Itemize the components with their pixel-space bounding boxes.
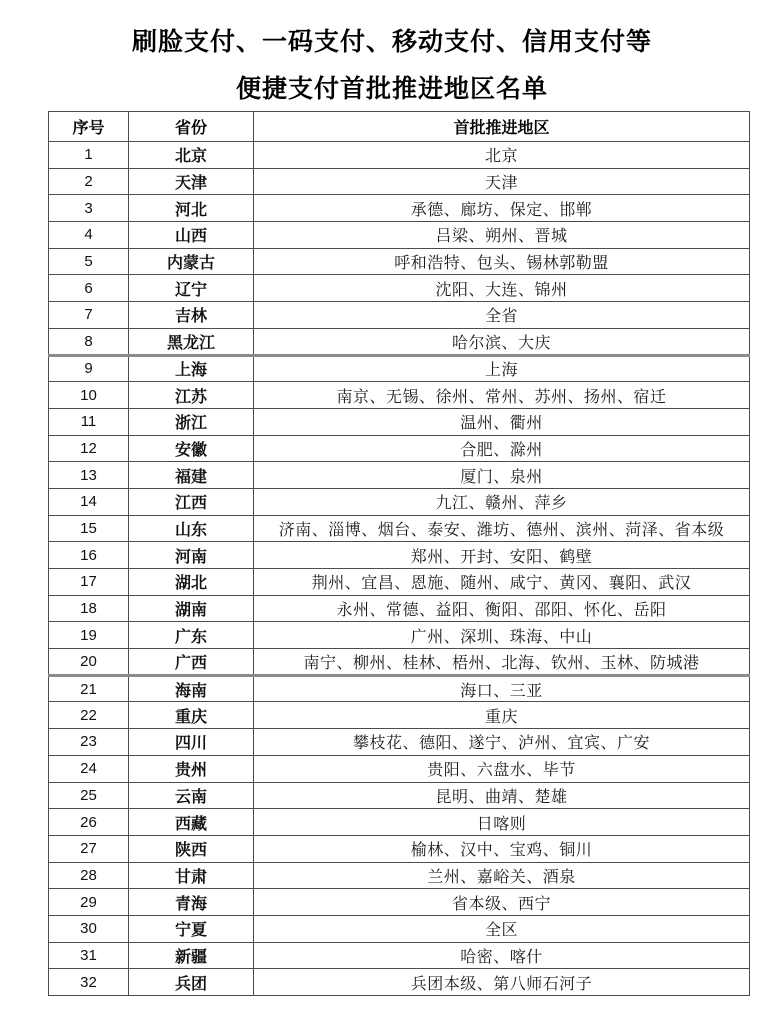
cell-no: 32 [49, 969, 129, 996]
cell-province: 山西 [129, 222, 254, 249]
cell-province: 福建 [129, 462, 254, 489]
cell-province: 湖南 [129, 595, 254, 622]
cell-no: 24 [49, 755, 129, 782]
cell-no: 31 [49, 942, 129, 969]
table-row [49, 622, 750, 649]
table-row [49, 488, 750, 515]
cell-province: 贵州 [129, 755, 254, 782]
cell-province: 兵团 [129, 969, 254, 996]
header-first-batch-regions: 首批推进地区 [254, 112, 750, 142]
table-row [49, 275, 750, 302]
cell-province: 陕西 [129, 835, 254, 862]
cell-province: 上海 [129, 355, 254, 382]
table-row [49, 408, 750, 435]
table-row [49, 889, 750, 916]
cell-province: 天津 [129, 168, 254, 195]
cell-no: 9 [49, 355, 129, 382]
cell-province: 湖北 [129, 569, 254, 596]
cell-no: 13 [49, 462, 129, 489]
table-row [49, 702, 750, 729]
table-row [49, 222, 750, 249]
cell-no: 11 [49, 408, 129, 435]
cell-no: 16 [49, 542, 129, 569]
cell-regions: 九江、赣州、萍乡 [254, 488, 750, 515]
cell-regions: 永州、常德、益阳、衡阳、邵阳、怀化、岳阳 [254, 595, 750, 622]
cell-regions: 南宁、柳州、桂林、梧州、北海、钦州、玉林、防城港 [254, 649, 750, 676]
cell-regions: 日喀则 [254, 809, 750, 836]
cell-regions: 上海 [254, 355, 750, 382]
regions-table [48, 111, 750, 996]
cell-regions: 哈尔滨、大庆 [254, 328, 750, 355]
cell-province: 黑龙江 [129, 328, 254, 355]
cell-regions: 重庆 [254, 702, 750, 729]
table-row [49, 435, 750, 462]
table-row [49, 542, 750, 569]
cell-regions: 贵阳、六盘水、毕节 [254, 755, 750, 782]
cell-province: 浙江 [129, 408, 254, 435]
cell-province: 广西 [129, 649, 254, 676]
table-row [49, 462, 750, 489]
cell-province: 江苏 [129, 382, 254, 409]
cell-province: 内蒙古 [129, 248, 254, 275]
cell-province: 吉林 [129, 302, 254, 329]
table-row [49, 355, 750, 382]
cell-regions: 厦门、泉州 [254, 462, 750, 489]
cell-regions: 郑州、开封、安阳、鹤壁 [254, 542, 750, 569]
cell-regions: 呼和浩特、包头、锡林郭勒盟 [254, 248, 750, 275]
cell-regions: 温州、衢州 [254, 408, 750, 435]
cell-no: 14 [49, 488, 129, 515]
cell-regions: 兵团本级、第八师石河子 [254, 969, 750, 996]
table-row [49, 168, 750, 195]
table-header-row [49, 112, 750, 142]
header-serial-number: 序号 [49, 112, 129, 142]
cell-no: 1 [49, 142, 129, 169]
table-row [49, 915, 750, 942]
cell-province: 安徽 [129, 435, 254, 462]
cell-regions: 全区 [254, 915, 750, 942]
document-title-line2: 便捷支付首批推进地区名单 [235, 75, 548, 103]
table-row [49, 835, 750, 862]
cell-regions: 榆林、汉中、宝鸡、铜川 [254, 835, 750, 862]
table-row [49, 595, 750, 622]
header-province: 省份 [129, 112, 254, 142]
table-row [49, 382, 750, 409]
cell-regions: 昆明、曲靖、楚雄 [254, 782, 750, 809]
cell-no: 29 [49, 889, 129, 916]
table-row [49, 782, 750, 809]
table-row [49, 969, 750, 996]
cell-no: 17 [49, 569, 129, 596]
table-row [49, 675, 750, 702]
cell-no: 25 [49, 782, 129, 809]
table-row [49, 942, 750, 969]
cell-regions: 沈阳、大连、锦州 [254, 275, 750, 302]
table-row [49, 809, 750, 836]
cell-regions: 海口、三亚 [254, 675, 750, 702]
cell-no: 4 [49, 222, 129, 249]
cell-no: 26 [49, 809, 129, 836]
cell-regions: 吕梁、朔州、晋城 [254, 222, 750, 249]
table-row [49, 729, 750, 756]
cell-province: 河南 [129, 542, 254, 569]
cell-no: 12 [49, 435, 129, 462]
cell-no: 19 [49, 622, 129, 649]
cell-regions: 济南、淄博、烟台、泰安、潍坊、德州、滨州、菏泽、省本级 [254, 515, 750, 542]
cell-province: 山东 [129, 515, 254, 542]
cell-province: 新疆 [129, 942, 254, 969]
table-row [49, 649, 750, 676]
table-row [49, 328, 750, 355]
cell-regions: 省本级、西宁 [254, 889, 750, 916]
cell-province: 四川 [129, 729, 254, 756]
cell-province: 广东 [129, 622, 254, 649]
cell-regions: 承德、廊坊、保定、邯郸 [254, 195, 750, 222]
table-row [49, 142, 750, 169]
cell-no: 18 [49, 595, 129, 622]
cell-no: 15 [49, 515, 129, 542]
table-row [49, 569, 750, 596]
cell-no: 3 [49, 195, 129, 222]
table-row [49, 195, 750, 222]
cell-no: 7 [49, 302, 129, 329]
cell-no: 20 [49, 649, 129, 676]
cell-province: 西藏 [129, 809, 254, 836]
cell-regions: 合肥、滁州 [254, 435, 750, 462]
cell-no: 2 [49, 168, 129, 195]
cell-province: 云南 [129, 782, 254, 809]
cell-no: 10 [49, 382, 129, 409]
cell-regions: 天津 [254, 168, 750, 195]
cell-no: 6 [49, 275, 129, 302]
cell-province: 重庆 [129, 702, 254, 729]
cell-province: 青海 [129, 889, 254, 916]
cell-province: 海南 [129, 675, 254, 702]
cell-province: 北京 [129, 142, 254, 169]
cell-regions: 北京 [254, 142, 750, 169]
cell-no: 5 [49, 248, 129, 275]
table-row [49, 862, 750, 889]
cell-no: 21 [49, 675, 129, 702]
cell-no: 28 [49, 862, 129, 889]
table-row [49, 515, 750, 542]
cell-regions: 全省 [254, 302, 750, 329]
table-row [49, 248, 750, 275]
table-row [49, 755, 750, 782]
cell-regions: 广州、深圳、珠海、中山 [254, 622, 750, 649]
cell-regions: 攀枝花、德阳、遂宁、泸州、宜宾、广安 [254, 729, 750, 756]
cell-no: 23 [49, 729, 129, 756]
cell-no: 8 [49, 328, 129, 355]
cell-regions: 南京、无锡、徐州、常州、苏州、扬州、宿迁 [254, 382, 750, 409]
cell-province: 宁夏 [129, 915, 254, 942]
cell-regions: 哈密、喀什 [254, 942, 750, 969]
cell-regions: 荆州、宜昌、恩施、随州、咸宁、黄冈、襄阳、武汉 [254, 569, 750, 596]
cell-province: 江西 [129, 488, 254, 515]
cell-province: 辽宁 [129, 275, 254, 302]
cell-province: 甘肃 [129, 862, 254, 889]
cell-regions: 兰州、嘉峪关、酒泉 [254, 862, 750, 889]
document-title-line1: 刷脸支付、一码支付、移动支付、信用支付等 [131, 28, 652, 56]
cell-province: 河北 [129, 195, 254, 222]
cell-no: 27 [49, 835, 129, 862]
table-row [49, 302, 750, 329]
cell-no: 22 [49, 702, 129, 729]
cell-no: 30 [49, 915, 129, 942]
